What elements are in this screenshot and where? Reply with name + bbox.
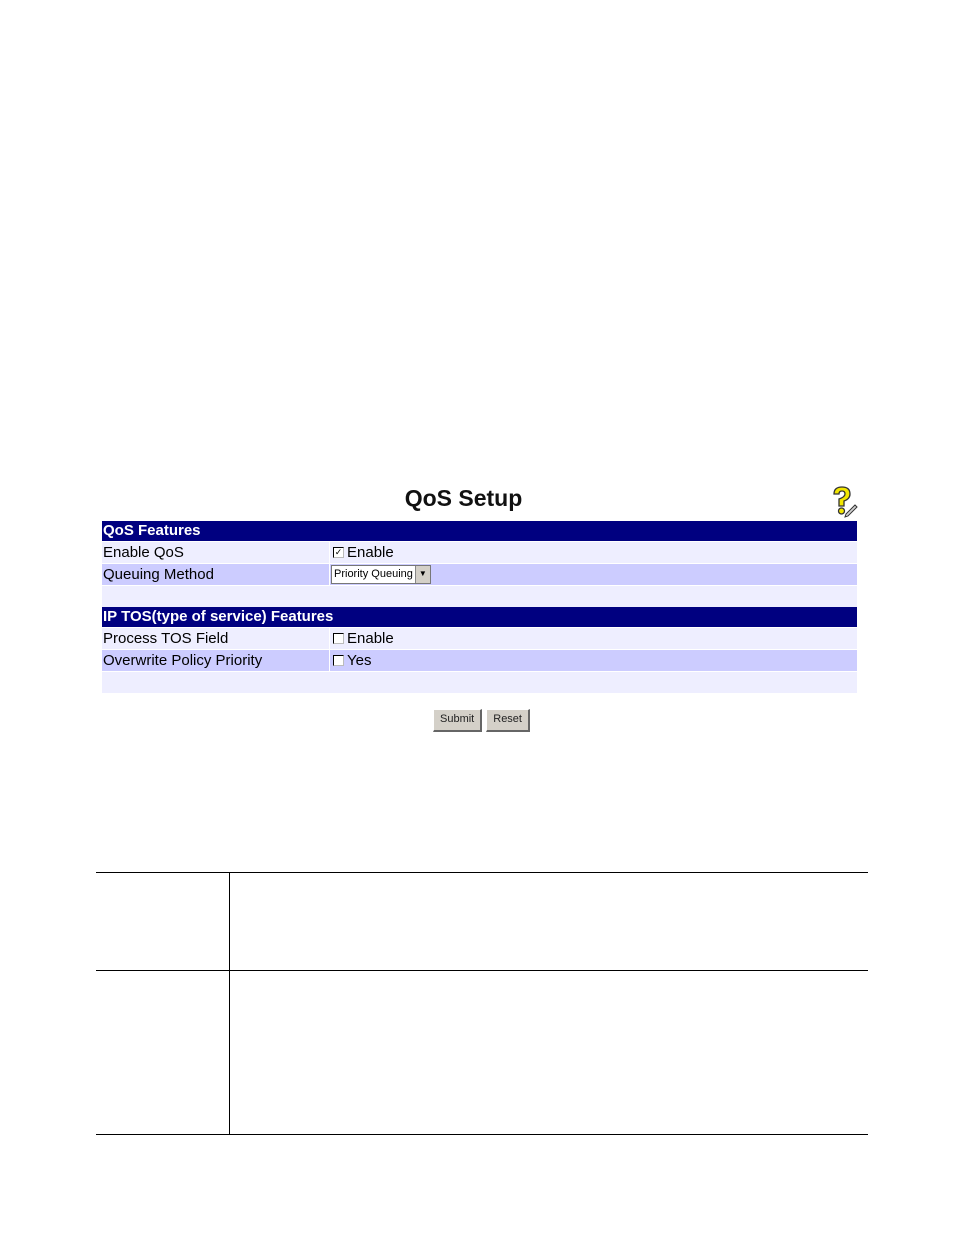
- help-icon[interactable]: [826, 484, 858, 518]
- description-text-cell: [230, 873, 868, 970]
- qos-spacer-row: [102, 586, 857, 607]
- chevron-down-icon[interactable]: ▼: [415, 566, 430, 583]
- page-title: QoS Setup: [404, 485, 523, 511]
- enable-qos-checkbox[interactable]: ✓: [334, 547, 343, 557]
- qos-features-panel: [102, 521, 857, 607]
- tos-features-header: IP TOS(type of service) Features: [102, 607, 857, 627]
- process-tos-checkbox[interactable]: [333, 633, 344, 644]
- description-text-cell: [230, 971, 868, 1134]
- process-tos-row: [102, 628, 857, 649]
- queuing-method-value: [329, 564, 857, 585]
- tos-features-panel: [102, 607, 857, 693]
- description-term-cell: [96, 971, 230, 1134]
- qos-features-header: QoS Features: [102, 521, 857, 541]
- overwrite-priority-value: [329, 650, 857, 671]
- description-table: [96, 872, 868, 1135]
- enable-qos-label: Enable QoS: [103, 544, 184, 561]
- queuing-method-row: [102, 564, 857, 585]
- overwrite-priority-checkbox[interactable]: [333, 655, 344, 666]
- queuing-method-label: Queuing Method: [103, 566, 214, 583]
- queuing-method-select[interactable]: [331, 565, 431, 584]
- description-term-cell: [96, 873, 230, 970]
- process-tos-checkbox-label: Enable: [347, 630, 394, 647]
- tos-spacer-row: [102, 672, 857, 693]
- overwrite-priority-row: [102, 650, 857, 671]
- submit-button[interactable]: Submit: [433, 709, 482, 732]
- enable-qos-value: [329, 542, 857, 563]
- form-buttons: [433, 709, 530, 732]
- queuing-method-selected: Priority Queuing: [334, 568, 413, 580]
- enable-qos-checkbox-label: Enable: [347, 544, 394, 561]
- overwrite-priority-checkbox-label: Yes: [347, 652, 372, 669]
- overwrite-priority-label: Overwrite Policy Priority: [103, 652, 263, 669]
- enable-qos-row: [102, 542, 857, 563]
- description-row: [96, 872, 868, 970]
- reset-button[interactable]: Reset: [486, 709, 530, 732]
- process-tos-label: Process TOS Field: [103, 630, 229, 647]
- process-tos-value: [329, 628, 857, 649]
- description-row: [96, 970, 868, 1135]
